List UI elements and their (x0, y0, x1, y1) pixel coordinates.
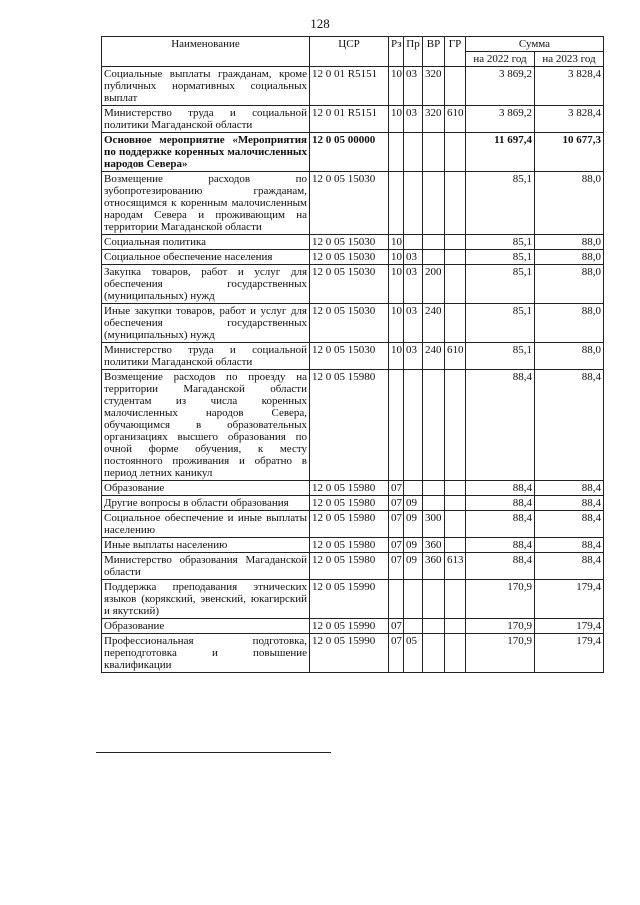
cell-sum-2022: 88,4 (466, 370, 535, 481)
cell-gr: 610 (445, 343, 466, 370)
cell-sum-2023: 88,4 (535, 553, 604, 580)
header-vr: ВР (423, 37, 445, 67)
table-row (102, 580, 604, 619)
cell-gr (445, 172, 466, 235)
cell-rz: 10 (389, 106, 404, 133)
cell-sum-2023: 88,4 (535, 511, 604, 538)
table-row (102, 304, 604, 343)
cell-pr (404, 481, 423, 496)
cell-pr (404, 619, 423, 634)
cell-csr: 12 0 05 15990 (310, 619, 389, 634)
table-row (102, 172, 604, 235)
cell-gr (445, 370, 466, 481)
cell-sum-2022: 85,1 (466, 343, 535, 370)
cell-sum-2023: 3 828,4 (535, 106, 604, 133)
cell-pr: 09 (404, 553, 423, 580)
table-row (102, 619, 604, 634)
cell-pr: 03 (404, 67, 423, 106)
cell-pr: 09 (404, 511, 423, 538)
cell-rz: 10 (389, 265, 404, 304)
table-row (102, 265, 604, 304)
table-row (102, 235, 604, 250)
cell-pr: 09 (404, 496, 423, 511)
cell-gr (445, 133, 466, 172)
cell-vr: 240 (423, 304, 445, 343)
cell-sum-2022: 170,9 (466, 580, 535, 619)
cell-csr: 12 0 05 15030 (310, 250, 389, 265)
table-row (102, 67, 604, 106)
cell-rz: 07 (389, 511, 404, 538)
header-csr: ЦСР (310, 37, 389, 67)
cell-name: Образование (102, 481, 310, 496)
table-row (102, 511, 604, 538)
cell-sum-2023: 88,4 (535, 496, 604, 511)
cell-pr (404, 580, 423, 619)
cell-pr: 09 (404, 538, 423, 553)
table-row (102, 343, 604, 370)
cell-csr: 12 0 05 15030 (310, 172, 389, 235)
cell-name: Поддержка преподавания этнических языков (корякский, эвенский, юкагирский и якутский) (102, 580, 310, 619)
cell-vr (423, 370, 445, 481)
cell-pr: 05 (404, 634, 423, 673)
table-row (102, 481, 604, 496)
cell-sum-2023: 10 677,3 (535, 133, 604, 172)
cell-sum-2023: 88,4 (535, 538, 604, 553)
cell-sum-2022: 88,4 (466, 538, 535, 553)
cell-sum-2022: 88,4 (466, 511, 535, 538)
cell-vr: 360 (423, 538, 445, 553)
cell-csr: 12 0 05 00000 (310, 133, 389, 172)
cell-sum-2023: 179,4 (535, 634, 604, 673)
cell-csr: 12 0 05 15980 (310, 370, 389, 481)
cell-sum-2022: 88,4 (466, 496, 535, 511)
cell-sum-2022: 88,4 (466, 481, 535, 496)
cell-name: Закупка товаров, работ и услуг для обеспечения государственных (муниципальных) нужд (102, 265, 310, 304)
cell-rz: 10 (389, 304, 404, 343)
cell-rz (389, 580, 404, 619)
cell-name: Министерство труда и социальной политики Магаданской области (102, 106, 310, 133)
cell-vr: 320 (423, 106, 445, 133)
budget-table (101, 36, 604, 673)
cell-pr: 03 (404, 265, 423, 304)
cell-name: Иные закупки товаров, работ и услуг для обеспечения государственных (муниципальных) нужд (102, 304, 310, 343)
cell-csr: 12 0 05 15980 (310, 496, 389, 511)
cell-sum-2022: 170,9 (466, 619, 535, 634)
cell-gr (445, 634, 466, 673)
cell-vr (423, 481, 445, 496)
cell-sum-2022: 3 869,2 (466, 67, 535, 106)
cell-pr: 03 (404, 106, 423, 133)
cell-csr: 12 0 05 15990 (310, 634, 389, 673)
cell-name: Социальные выплаты гражданам, кроме публичных нормативных социальных выплат (102, 67, 310, 106)
cell-name: Социальное обеспечение и иные выплаты населению (102, 511, 310, 538)
cell-vr (423, 235, 445, 250)
cell-sum-2022: 88,4 (466, 553, 535, 580)
cell-pr (404, 172, 423, 235)
header-pr: Пр (404, 37, 423, 67)
cell-vr (423, 619, 445, 634)
cell-name: Иные выплаты населению (102, 538, 310, 553)
table-row (102, 634, 604, 673)
cell-name: Министерство труда и социальной политики Магаданской области (102, 343, 310, 370)
cell-rz (389, 370, 404, 481)
cell-csr: 12 0 05 15030 (310, 343, 389, 370)
cell-vr: 320 (423, 67, 445, 106)
table-row (102, 250, 604, 265)
cell-sum-2023: 88,0 (535, 235, 604, 250)
cell-pr: 03 (404, 250, 423, 265)
cell-sum-2022: 85,1 (466, 304, 535, 343)
cell-sum-2023: 88,4 (535, 481, 604, 496)
cell-gr (445, 496, 466, 511)
cell-name: Министерство образования Магаданской области (102, 553, 310, 580)
table-row (102, 106, 604, 133)
cell-gr: 613 (445, 553, 466, 580)
cell-vr: 300 (423, 511, 445, 538)
cell-csr: 12 0 05 15030 (310, 265, 389, 304)
cell-rz (389, 133, 404, 172)
table-row (102, 496, 604, 511)
cell-pr: 03 (404, 343, 423, 370)
header-year-2022: на 2022 год (466, 52, 535, 67)
cell-rz: 07 (389, 553, 404, 580)
cell-sum-2022: 170,9 (466, 634, 535, 673)
cell-rz: 10 (389, 235, 404, 250)
cell-rz: 10 (389, 343, 404, 370)
table-row (102, 538, 604, 553)
header-rz: Рз (389, 37, 404, 67)
cell-name: Другие вопросы в области образования (102, 496, 310, 511)
cell-gr (445, 580, 466, 619)
cell-vr (423, 172, 445, 235)
cell-gr (445, 511, 466, 538)
cell-vr (423, 634, 445, 673)
cell-vr: 240 (423, 343, 445, 370)
cell-sum-2022: 85,1 (466, 265, 535, 304)
cell-rz: 10 (389, 67, 404, 106)
cell-csr: 12 0 05 15980 (310, 538, 389, 553)
cell-vr (423, 580, 445, 619)
cell-sum-2023: 88,0 (535, 304, 604, 343)
cell-name: Возмещение расходов по зубопротезированию гражданам, относящимся к коренным малочисленным народам Севера и проживающим на территории Магаданской области (102, 172, 310, 235)
cell-rz: 07 (389, 634, 404, 673)
cell-csr: 12 0 05 15030 (310, 235, 389, 250)
footnote-divider (96, 752, 331, 753)
cell-csr: 12 0 01 R5151 (310, 67, 389, 106)
cell-vr (423, 133, 445, 172)
header-sum: Сумма (466, 37, 604, 52)
cell-gr (445, 250, 466, 265)
cell-name: Возмещение расходов по проезду на территории Магаданской области студентам из числа коренных малочисленных народов Севера, обучающимся в образовательных организациях высшего образования по очной форме обучения, к месту постоянного проживания и обратно в период летних каникул (102, 370, 310, 481)
cell-csr: 12 0 05 15980 (310, 481, 389, 496)
cell-gr (445, 265, 466, 304)
table-row (102, 133, 604, 172)
cell-csr: 12 0 05 15030 (310, 304, 389, 343)
cell-sum-2022: 3 869,2 (466, 106, 535, 133)
cell-csr: 12 0 05 15980 (310, 511, 389, 538)
cell-pr: 03 (404, 304, 423, 343)
cell-sum-2023: 179,4 (535, 619, 604, 634)
cell-gr (445, 67, 466, 106)
cell-sum-2023: 88,0 (535, 343, 604, 370)
cell-vr: 200 (423, 265, 445, 304)
cell-pr (404, 370, 423, 481)
cell-sum-2023: 179,4 (535, 580, 604, 619)
cell-gr (445, 304, 466, 343)
cell-gr (445, 619, 466, 634)
cell-sum-2022: 11 697,4 (466, 133, 535, 172)
cell-sum-2023: 3 828,4 (535, 67, 604, 106)
cell-vr (423, 250, 445, 265)
cell-pr (404, 133, 423, 172)
cell-sum-2022: 85,1 (466, 172, 535, 235)
cell-csr: 12 0 01 R5151 (310, 106, 389, 133)
cell-name: Основное мероприятие «Мероприятия по поддержке коренных малочисленных народов Севера» (102, 133, 310, 172)
cell-rz: 07 (389, 496, 404, 511)
cell-csr: 12 0 05 15990 (310, 580, 389, 619)
cell-gr (445, 481, 466, 496)
header-year-2023: на 2023 год (535, 52, 604, 67)
cell-sum-2023: 88,0 (535, 250, 604, 265)
page-number: 128 (310, 16, 330, 31)
table-row (102, 370, 604, 481)
cell-vr: 360 (423, 553, 445, 580)
cell-pr (404, 235, 423, 250)
cell-rz (389, 172, 404, 235)
cell-rz: 07 (389, 538, 404, 553)
cell-rz: 10 (389, 250, 404, 265)
cell-sum-2022: 85,1 (466, 235, 535, 250)
cell-name: Образование (102, 619, 310, 634)
cell-sum-2023: 88,0 (535, 172, 604, 235)
cell-name: Социальная политика (102, 235, 310, 250)
cell-sum-2023: 88,4 (535, 370, 604, 481)
table-row (102, 553, 604, 580)
cell-sum-2022: 85,1 (466, 250, 535, 265)
cell-csr: 12 0 05 15980 (310, 553, 389, 580)
cell-rz: 07 (389, 619, 404, 634)
header-gr: ГР (445, 37, 466, 67)
cell-vr (423, 496, 445, 511)
cell-gr (445, 538, 466, 553)
cell-sum-2023: 88,0 (535, 265, 604, 304)
cell-rz: 07 (389, 481, 404, 496)
cell-gr (445, 235, 466, 250)
cell-gr: 610 (445, 106, 466, 133)
cell-name: Профессиональная подготовка, переподготовка и повышение квалификации (102, 634, 310, 673)
cell-name: Социальное обеспечение населения (102, 250, 310, 265)
header-name: Наименование (102, 37, 310, 67)
